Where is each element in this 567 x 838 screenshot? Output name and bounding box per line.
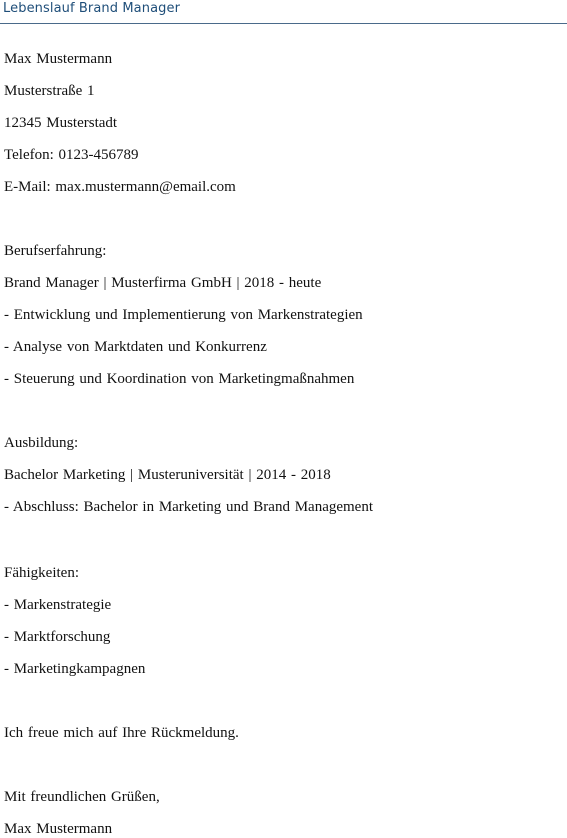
document-title: Lebenslauf Brand Manager — [3, 1, 181, 16]
experience-heading: Berufserfahrung: — [4, 243, 107, 259]
experience-position: Brand Manager | Musterfirma GmbH | 2018 - heute — [4, 275, 322, 291]
experience-item: - Analyse von Marktdaten und Konkurrenz — [4, 339, 267, 355]
contact-email: E-Mail: max.mustermann@email.com — [4, 179, 236, 195]
document-header — [0, 0, 567, 24]
contact-street: Musterstraße 1 — [4, 83, 95, 99]
skills-heading: Fähigkeiten: — [4, 565, 79, 581]
closing-text: Ich freue mich auf Ihre Rückmeldung. — [4, 725, 239, 741]
experience-item: - Entwicklung und Implementierung von Markenstrategien — [4, 307, 363, 323]
experience-item: - Steuerung und Koordination von Marketingmaßnahmen — [4, 371, 355, 387]
skills-item: - Markenstrategie — [4, 597, 112, 613]
skills-item: - Marktforschung — [4, 629, 111, 645]
skills-item: - Marketingkampagnen — [4, 661, 146, 677]
closing-signature: Max Mustermann — [4, 821, 113, 837]
education-item: - Abschluss: Bachelor in Marketing und Brand Management — [4, 499, 374, 515]
education-heading: Ausbildung: — [4, 435, 79, 451]
contact-name: Max Mustermann — [4, 51, 113, 67]
closing-greeting: Mit freundlichen Grüßen, — [4, 789, 160, 805]
contact-phone: Telefon: 0123-456789 — [4, 147, 139, 163]
contact-city: 12345 Musterstadt — [4, 115, 118, 131]
education-degree: Bachelor Marketing | Musteruniversität | 2014 - 2018 — [4, 467, 331, 483]
